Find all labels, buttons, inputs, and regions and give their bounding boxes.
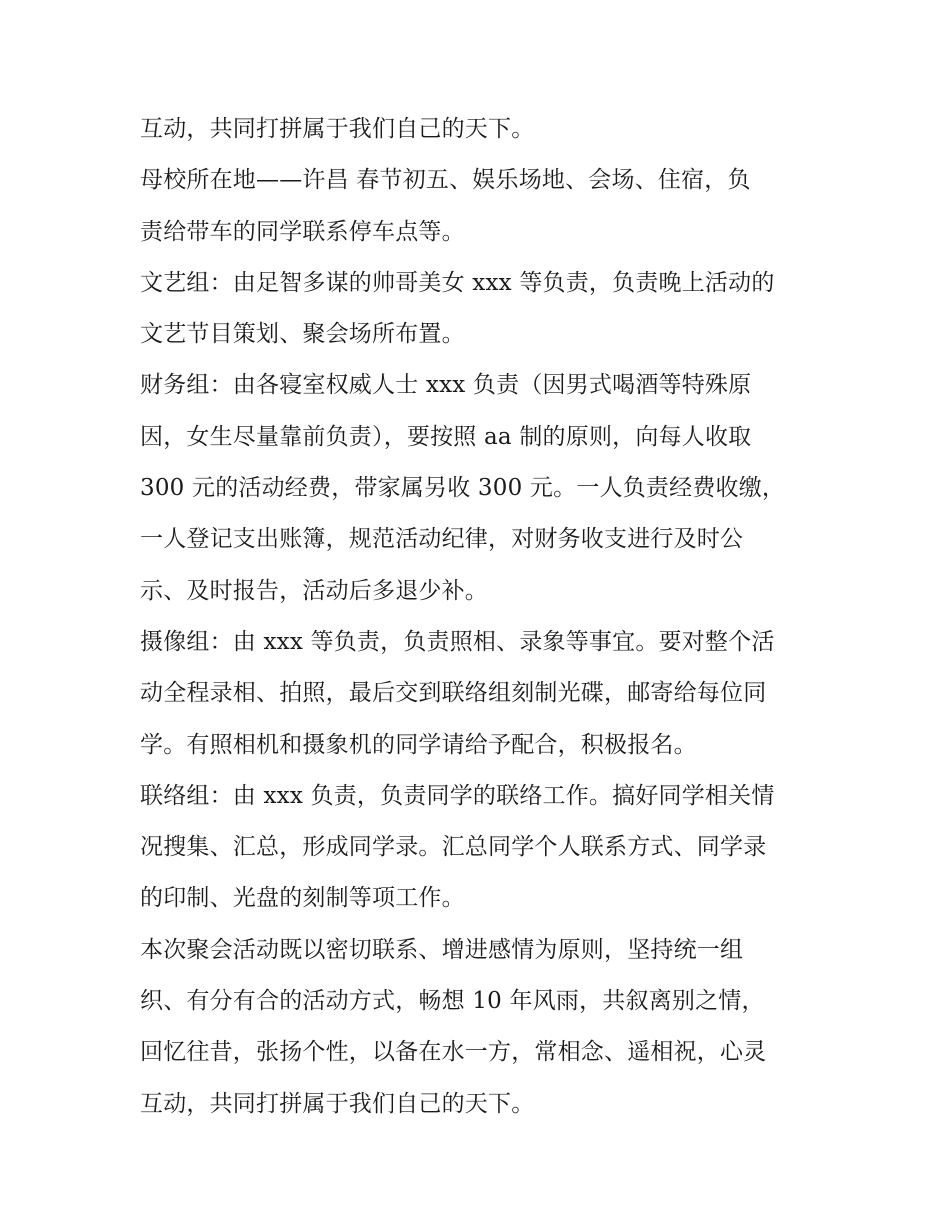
text-line: 文艺组：由足智多谋的帅哥美女 xxx 等负责，负责晚上活动的 [140, 269, 775, 296]
text-line: 文艺节目策划、聚会场所布置。 [140, 321, 465, 348]
text-line: 母校所在地——许昌 春节初五、娱乐场地、会场、住宿，负 [140, 167, 751, 194]
text-line: 况搜集、汇总，形成同学录。汇总同学个人联系方式、同学录 [140, 834, 767, 861]
text-line: 示、及时报告，活动后多退少补。 [140, 577, 488, 604]
text-line: 回忆往昔，张扬个性，以备在水一方，常相念、遥相祝，心灵 [140, 1039, 767, 1066]
text-line: 互动，共同打拼属于我们自己的天下。 [140, 1090, 535, 1117]
document-body [140, 104, 820, 1130]
text-line: 联络组：由 xxx 负责，负责同学的联络工作。搞好同学相关情 [140, 782, 775, 809]
text-line: 学。有照相机和摄象机的同学请给予配合，积极报名。 [140, 731, 697, 758]
text-line: 动全程录相、拍照，最后交到联络组刻制光碟，邮寄给每位同 [140, 680, 767, 707]
text-line: 财务组：由各寝室权威人士 xxx 负责（因男式喝酒等特殊原 [140, 372, 752, 399]
text-line: 一人登记支出账簿，规范活动纪律，对财务收支进行及时公 [140, 526, 744, 553]
text-line: 责给带车的同学联系停车点等。 [140, 218, 465, 245]
text-line: 互动，共同打拼属于我们自己的天下。 [140, 116, 535, 142]
text-line: 本次聚会活动既以密切联系、增进感情为原则，坚持统一组 [140, 936, 744, 963]
text-line: 因，女生尽量靠前负责），要按照 aa 制的原则，向每人收取 [140, 423, 752, 450]
text-line: 织、有分有合的活动方式，畅想 10 年风雨，共叙离别之情， [140, 988, 765, 1015]
text-line: 摄像组：由 xxx 等负责，负责照相、录象等事宜。要对整个活 [140, 628, 775, 655]
text-line: 的印制、光盘的刻制等项工作。 [140, 885, 465, 912]
text-line: 300 元的活动经费，带家属另收 300 元。一人负责经费收缴， [140, 475, 786, 502]
